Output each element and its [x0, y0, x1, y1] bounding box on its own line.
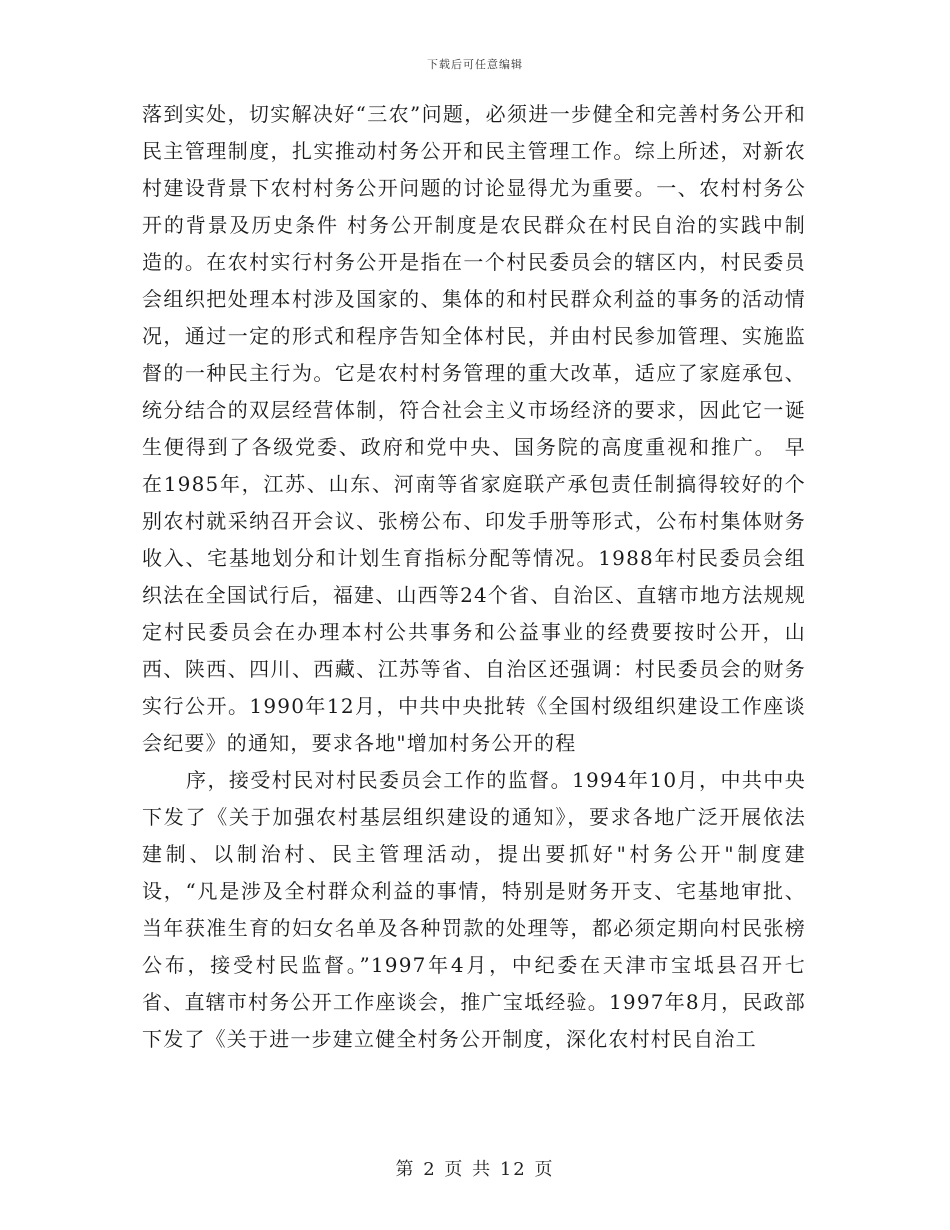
page-header-note: 下载后可任意编辑 — [427, 58, 523, 71]
body-paragraph-1: 落到实处，切实解决好“三农”问题，必须进一步健全和完善村务公开和民主管理制度，扎实推动村务公开和民主管理工作。综上所述，对新农村建设背景下农村村务公开问题的讨论显得尤为重要。一、农村村务公开的背景及历史条件 村务公开制度是农民群众在村民自治的实践中制造的。在农村实行村务公开是指在一个村民委员会的辖区内，村民委员会组织把处理本村涉及国家的、集体的和村民群众利益的事务的活动情况，通过一定的形式和程序告知全体村民，并由村民参加管理、实施监督的一种民主行为。它是农村村务管理的重大改革，适应了家庭承包、统分结合的双层经营体制，符合社会主义市场经济的要求，因此它一诞生便得到了各级党委、政府和党中央、国务院的高度重视和推广。 早在1985年，江苏、山东、河南等省家庭联产承包责任制搞得较好的个别农村就采纳召开会议、张榜公布、印发手册等形式，公布村集体财务收入、宅基地划分和计划生育指标分配等情况。1988年村民委员会组织法在全国试行后，福建、山西等24个省、自治区、直辖市地方法规规定村民委员会在办理本村公共事务和公益事业的经费要按时公开，山西、陕西、四川、西藏、江苏等省、自治区还强调：村民委员会的财务实行公开。1990年12月，中共中央批转《全国村级组织建设工作座谈会纪要》的通知，要求各地"增加村务公开的程 — [142, 102, 806, 755]
document-body — [142, 96, 806, 1058]
body-paragraph-2: 序，接受村民对村民委员会工作的监督。1994年10月，中共中央下发了《关于加强农村基层组织建设的通知》，要求各地广泛开展依法建制、以制治村、民主管理活动，提出要抓好"村务公开"制度建设，“凡是涉及全村群众利益的事情，特别是财务开支、宅基地审批、当年获准生育的妇女名单及各种罚款的处理等，都必须定期向村民张榜公布，接受村民监督。”1997年4月，中纪委在天津市宝坻县召开七省、直辖市村务公开工作座谈会，推广宝坻经验。1997年8月，民政部下发了《关于进一步建立健全村务公开制度，深化农村村民自治工 — [142, 768, 806, 1051]
page-number-footer: 第 2 页 共 12 页 — [395, 1159, 555, 1180]
